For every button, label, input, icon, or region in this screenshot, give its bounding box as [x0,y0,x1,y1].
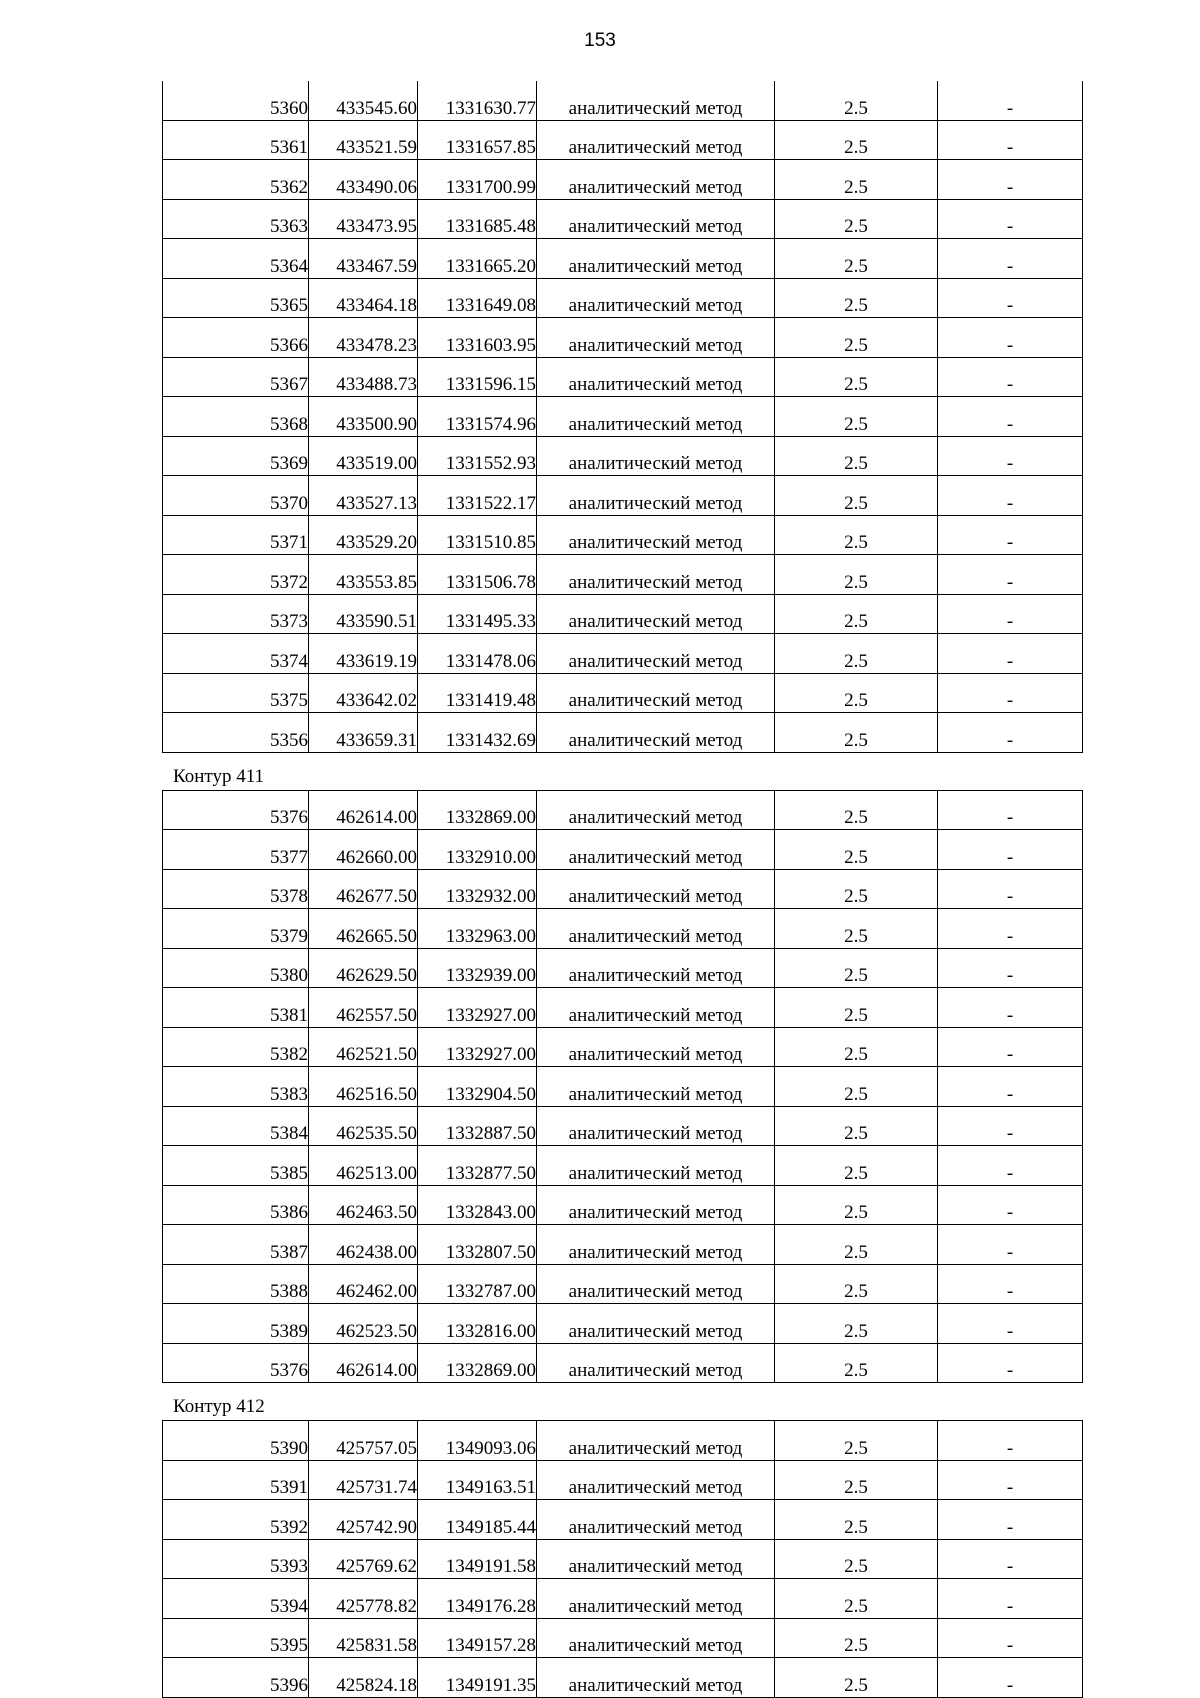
table-row [163,1618,1083,1658]
method-cell: аналитический метод [537,713,775,753]
description-cell: - [938,1421,1083,1461]
table-row [163,1421,1083,1461]
accuracy-cell: 2.5 [775,1146,938,1186]
description-cell: - [938,988,1083,1028]
accuracy-cell: 2.5 [775,790,938,830]
method-cell: аналитический метод [537,515,775,555]
coordinates-table [162,81,1083,753]
coord-y-cell: 1349176.28 [418,1579,537,1619]
coord-x-cell: 425731.74 [309,1460,418,1500]
table-row [163,1343,1083,1383]
point-number-cell: 5364 [163,239,309,279]
coord-x-cell: 433545.60 [309,81,418,120]
accuracy-cell: 2.5 [775,869,938,909]
coord-y-cell: 1332932.00 [418,869,537,909]
accuracy-cell: 2.5 [775,278,938,318]
coord-x-cell: 462535.50 [309,1106,418,1146]
point-number-cell: 5390 [163,1421,309,1461]
table-row [163,199,1083,239]
coord-x-cell: 433473.95 [309,199,418,239]
accuracy-cell: 2.5 [775,830,938,870]
method-cell: аналитический метод [537,1421,775,1461]
coord-y-cell: 1332963.00 [418,909,537,949]
point-number-cell: 5363 [163,199,309,239]
table-row [163,713,1083,753]
coordinates-document [162,81,1078,1698]
point-number-cell: 5386 [163,1185,309,1225]
accuracy-cell: 2.5 [775,1460,938,1500]
description-cell: - [938,1146,1083,1186]
description-cell: - [938,357,1083,397]
table-row [163,515,1083,555]
accuracy-cell: 2.5 [775,81,938,120]
coord-x-cell: 433478.23 [309,318,418,358]
coord-x-cell: 433519.00 [309,436,418,476]
accuracy-cell: 2.5 [775,1027,938,1067]
coord-y-cell: 1331478.06 [418,634,537,674]
coord-x-cell: 433464.18 [309,278,418,318]
coord-x-cell: 425831.58 [309,1618,418,1658]
method-cell: аналитический метод [537,1185,775,1225]
point-number-cell: 5378 [163,869,309,909]
point-number-cell: 5360 [163,81,309,120]
coord-x-cell: 433529.20 [309,515,418,555]
table-row [163,1067,1083,1107]
point-number-cell: 5356 [163,713,309,753]
coord-x-cell: 462521.50 [309,1027,418,1067]
coord-x-cell: 425757.05 [309,1421,418,1461]
coord-x-cell: 433590.51 [309,594,418,634]
description-cell: - [938,515,1083,555]
coord-y-cell: 1332910.00 [418,830,537,870]
method-cell: аналитический метод [537,1027,775,1067]
table-row [163,1304,1083,1344]
point-number-cell: 5393 [163,1539,309,1579]
coord-y-cell: 1349191.35 [418,1658,537,1698]
table-row [163,594,1083,634]
description-cell: - [938,673,1083,713]
description-cell: - [938,869,1083,909]
point-number-cell: 5387 [163,1225,309,1265]
table-row [163,278,1083,318]
description-cell: - [938,790,1083,830]
accuracy-cell: 2.5 [775,713,938,753]
method-cell: аналитический метод [537,1304,775,1344]
coord-y-cell: 1332877.50 [418,1146,537,1186]
coord-y-cell: 1331665.20 [418,239,537,279]
accuracy-cell: 2.5 [775,239,938,279]
table-row [163,1460,1083,1500]
description-cell: - [938,476,1083,516]
coord-y-cell: 1331630.77 [418,81,537,120]
coord-y-cell: 1331506.78 [418,555,537,595]
method-cell: аналитический метод [537,1539,775,1579]
description-cell: - [938,830,1083,870]
method-cell: аналитический метод [537,634,775,674]
accuracy-cell: 2.5 [775,120,938,160]
point-number-cell: 5380 [163,948,309,988]
table-row [163,160,1083,200]
description-cell: - [938,199,1083,239]
table-row [163,436,1083,476]
accuracy-cell: 2.5 [775,515,938,555]
table-row [163,476,1083,516]
point-number-cell: 5395 [163,1618,309,1658]
coord-y-cell: 1331685.48 [418,199,537,239]
coord-x-cell: 433619.19 [309,634,418,674]
page-number: 153 [584,30,616,51]
description-cell: - [938,1500,1083,1540]
coord-y-cell: 1332816.00 [418,1304,537,1344]
point-number-cell: 5377 [163,830,309,870]
method-cell: аналитический метод [537,555,775,595]
accuracy-cell: 2.5 [775,1658,938,1698]
coordinates-table [162,1420,1083,1698]
coord-x-cell: 425769.62 [309,1539,418,1579]
point-number-cell: 5373 [163,594,309,634]
coord-y-cell: 1332904.50 [418,1067,537,1107]
point-number-cell: 5375 [163,673,309,713]
method-cell: аналитический метод [537,790,775,830]
method-cell: аналитический метод [537,1106,775,1146]
coord-y-cell: 1332807.50 [418,1225,537,1265]
coord-x-cell: 462513.00 [309,1146,418,1186]
method-cell: аналитический метод [537,357,775,397]
table-row [163,1500,1083,1540]
point-number-cell: 5372 [163,555,309,595]
method-cell: аналитический метод [537,476,775,516]
accuracy-cell: 2.5 [775,1264,938,1304]
description-cell: - [938,1027,1083,1067]
method-cell: аналитический метод [537,1658,775,1698]
method-cell: аналитический метод [537,1579,775,1619]
method-cell: аналитический метод [537,239,775,279]
method-cell: аналитический метод [537,988,775,1028]
method-cell: аналитический метод [537,318,775,358]
table-row [163,634,1083,674]
point-number-cell: 5367 [163,357,309,397]
point-number-cell: 5365 [163,278,309,318]
coord-y-cell: 1331432.69 [418,713,537,753]
coord-x-cell: 462557.50 [309,988,418,1028]
coord-y-cell: 1332869.00 [418,790,537,830]
coord-x-cell: 462614.00 [309,790,418,830]
description-cell: - [938,239,1083,279]
point-number-cell: 5369 [163,436,309,476]
description-cell: - [938,1067,1083,1107]
method-cell: аналитический метод [537,830,775,870]
accuracy-cell: 2.5 [775,1343,938,1383]
accuracy-cell: 2.5 [775,634,938,674]
method-cell: аналитический метод [537,436,775,476]
point-number-cell: 5376 [163,1343,309,1383]
coord-x-cell: 433527.13 [309,476,418,516]
accuracy-cell: 2.5 [775,555,938,595]
method-cell: аналитический метод [537,948,775,988]
method-cell: аналитический метод [537,1343,775,1383]
accuracy-cell: 2.5 [775,1185,938,1225]
coord-y-cell: 1331552.93 [418,436,537,476]
coord-x-cell: 462462.00 [309,1264,418,1304]
coord-y-cell: 1349191.58 [418,1539,537,1579]
accuracy-cell: 2.5 [775,397,938,437]
table-row [163,988,1083,1028]
method-cell: аналитический метод [537,1264,775,1304]
coord-x-cell: 462677.50 [309,869,418,909]
table-row [163,120,1083,160]
description-cell: - [938,278,1083,318]
point-number-cell: 5383 [163,1067,309,1107]
coord-x-cell: 462523.50 [309,1304,418,1344]
description-cell: - [938,1460,1083,1500]
table-row [163,673,1083,713]
method-cell: аналитический метод [537,81,775,120]
coord-y-cell: 1332887.50 [418,1106,537,1146]
table-row [163,1539,1083,1579]
accuracy-cell: 2.5 [775,160,938,200]
table-row [163,239,1083,279]
coord-y-cell: 1331510.85 [418,515,537,555]
coord-x-cell: 433467.59 [309,239,418,279]
description-cell: - [938,909,1083,949]
coord-y-cell: 1331649.08 [418,278,537,318]
point-number-cell: 5362 [163,160,309,200]
description-cell: - [938,1106,1083,1146]
coord-x-cell: 425824.18 [309,1658,418,1698]
point-number-cell: 5392 [163,1500,309,1540]
point-number-cell: 5381 [163,988,309,1028]
accuracy-cell: 2.5 [775,594,938,634]
coord-y-cell: 1331522.17 [418,476,537,516]
accuracy-cell: 2.5 [775,436,938,476]
point-number-cell: 5361 [163,120,309,160]
method-cell: аналитический метод [537,1225,775,1265]
coord-y-cell: 1332927.00 [418,1027,537,1067]
coord-x-cell: 462516.50 [309,1067,418,1107]
description-cell: - [938,397,1083,437]
description-cell: - [938,1304,1083,1344]
description-cell: - [938,81,1083,120]
point-number-cell: 5366 [163,318,309,358]
coord-y-cell: 1332927.00 [418,988,537,1028]
coord-x-cell: 425742.90 [309,1500,418,1540]
method-cell: аналитический метод [537,594,775,634]
accuracy-cell: 2.5 [775,1500,938,1540]
table-row [163,790,1083,830]
accuracy-cell: 2.5 [775,357,938,397]
method-cell: аналитический метод [537,909,775,949]
method-cell: аналитический метод [537,1460,775,1500]
coord-y-cell: 1349185.44 [418,1500,537,1540]
point-number-cell: 5374 [163,634,309,674]
table-row [163,948,1083,988]
table-row [163,1146,1083,1186]
description-cell: - [938,634,1083,674]
coord-y-cell: 1349163.51 [418,1460,537,1500]
coord-x-cell: 433500.90 [309,397,418,437]
method-cell: аналитический метод [537,1067,775,1107]
point-number-cell: 5368 [163,397,309,437]
coord-x-cell: 433488.73 [309,357,418,397]
contour-label: Контур 411 [173,765,264,787]
coord-x-cell: 462629.50 [309,948,418,988]
coord-y-cell: 1331495.33 [418,594,537,634]
coord-y-cell: 1349093.06 [418,1421,537,1461]
coord-x-cell: 433642.02 [309,673,418,713]
point-number-cell: 5379 [163,909,309,949]
point-number-cell: 5384 [163,1106,309,1146]
accuracy-cell: 2.5 [775,673,938,713]
point-number-cell: 5370 [163,476,309,516]
coord-y-cell: 1349157.28 [418,1618,537,1658]
method-cell: аналитический метод [537,1500,775,1540]
coord-x-cell: 433553.85 [309,555,418,595]
method-cell: аналитический метод [537,120,775,160]
description-cell: - [938,1343,1083,1383]
coord-x-cell: 462665.50 [309,909,418,949]
table-row [163,397,1083,437]
table-row [163,1027,1083,1067]
point-number-cell: 5371 [163,515,309,555]
accuracy-cell: 2.5 [775,1225,938,1265]
method-cell: аналитический метод [537,673,775,713]
table-row [163,1658,1083,1698]
accuracy-cell: 2.5 [775,909,938,949]
accuracy-cell: 2.5 [775,1421,938,1461]
accuracy-cell: 2.5 [775,1539,938,1579]
description-cell: - [938,713,1083,753]
table-row [163,1264,1083,1304]
coord-y-cell: 1332939.00 [418,948,537,988]
description-cell: - [938,1618,1083,1658]
table-row [163,357,1083,397]
method-cell: аналитический метод [537,199,775,239]
method-cell: аналитический метод [537,278,775,318]
table-row [163,869,1083,909]
method-cell: аналитический метод [537,1146,775,1186]
coord-x-cell: 433659.31 [309,713,418,753]
point-number-cell: 5389 [163,1304,309,1344]
point-number-cell: 5376 [163,790,309,830]
table-row [163,1106,1083,1146]
description-cell: - [938,1264,1083,1304]
description-cell: - [938,1539,1083,1579]
accuracy-cell: 2.5 [775,318,938,358]
coord-y-cell: 1331657.85 [418,120,537,160]
description-cell: - [938,555,1083,595]
accuracy-cell: 2.5 [775,988,938,1028]
coord-y-cell: 1332843.00 [418,1185,537,1225]
description-cell: - [938,1579,1083,1619]
coord-y-cell: 1332869.00 [418,1343,537,1383]
method-cell: аналитический метод [537,1618,775,1658]
description-cell: - [938,1185,1083,1225]
accuracy-cell: 2.5 [775,1304,938,1344]
coord-x-cell: 433521.59 [309,120,418,160]
point-number-cell: 5391 [163,1460,309,1500]
table-row [163,909,1083,949]
table-row [163,1579,1083,1619]
coord-y-cell: 1331596.15 [418,357,537,397]
description-cell: - [938,318,1083,358]
table-row [163,318,1083,358]
point-number-cell: 5385 [163,1146,309,1186]
method-cell: аналитический метод [537,160,775,200]
coord-x-cell: 462660.00 [309,830,418,870]
description-cell: - [938,120,1083,160]
method-cell: аналитический метод [537,869,775,909]
accuracy-cell: 2.5 [775,1579,938,1619]
method-cell: аналитический метод [537,397,775,437]
point-number-cell: 5394 [163,1579,309,1619]
point-number-cell: 5396 [163,1658,309,1698]
accuracy-cell: 2.5 [775,1106,938,1146]
coord-y-cell: 1331700.99 [418,160,537,200]
accuracy-cell: 2.5 [775,948,938,988]
accuracy-cell: 2.5 [775,199,938,239]
coord-y-cell: 1331603.95 [418,318,537,358]
table-row [163,1185,1083,1225]
description-cell: - [938,436,1083,476]
description-cell: - [938,1225,1083,1265]
description-cell: - [938,594,1083,634]
table-row [163,555,1083,595]
coord-x-cell: 462463.50 [309,1185,418,1225]
accuracy-cell: 2.5 [775,476,938,516]
coord-x-cell: 433490.06 [309,160,418,200]
accuracy-cell: 2.5 [775,1067,938,1107]
coord-x-cell: 462438.00 [309,1225,418,1265]
table-row [163,81,1083,120]
accuracy-cell: 2.5 [775,1618,938,1658]
coord-x-cell: 425778.82 [309,1579,418,1619]
coordinates-table [162,790,1083,1384]
table-row [163,1225,1083,1265]
contour-label: Контур 412 [173,1396,265,1417]
description-cell: - [938,160,1083,200]
table-row [163,830,1083,870]
description-cell: - [938,948,1083,988]
coord-y-cell: 1332787.00 [418,1264,537,1304]
point-number-cell: 5382 [163,1027,309,1067]
point-number-cell: 5388 [163,1264,309,1304]
coord-y-cell: 1331574.96 [418,397,537,437]
coord-y-cell: 1331419.48 [418,673,537,713]
description-cell: - [938,1658,1083,1698]
coord-x-cell: 462614.00 [309,1343,418,1383]
